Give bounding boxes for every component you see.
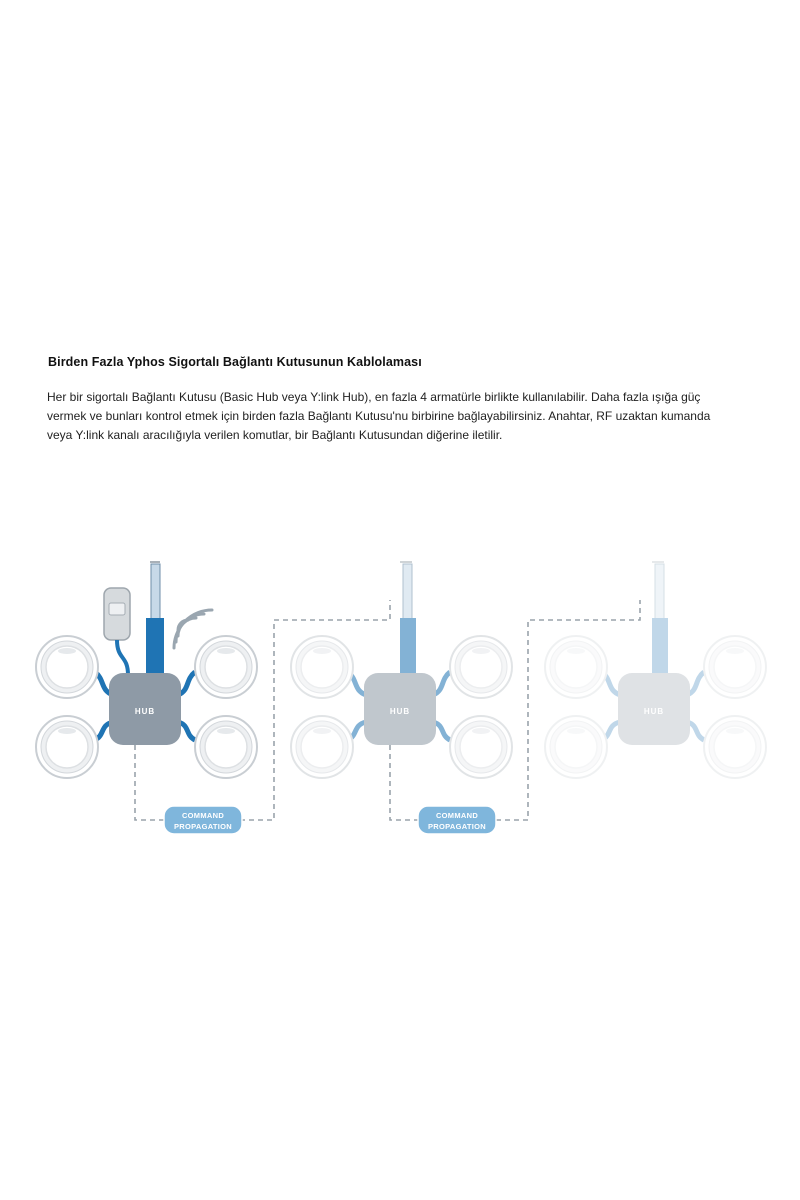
- pill-label-line1: COMMAND: [435, 811, 479, 820]
- light-fixture-icon: [450, 716, 512, 778]
- light-fixture-icon: [36, 636, 98, 698]
- light-fixture-icon: [704, 636, 766, 698]
- hub-group-1: [36, 562, 257, 778]
- light-fixture-icon: [704, 716, 766, 778]
- hub-group-3: [545, 562, 766, 778]
- description-line: veya Y:link kanalı aracılığıyla verilen komutlar, bir Bağlantı Kutusundan diğerine iletilir.: [47, 428, 503, 442]
- light-fixture-icon: [291, 716, 353, 778]
- feed-cable-icon: [146, 562, 164, 688]
- page-title: Birden Fazla Yphos Sigortalı Bağlantı Kutusunun Kablolaması: [48, 355, 422, 369]
- light-fixture-icon: [545, 716, 607, 778]
- command-propagation-pill: [164, 806, 242, 834]
- pill-label-line2: PROPAGATION: [427, 822, 487, 831]
- hub-wiring-diagram: [0, 540, 800, 850]
- description-line: Her bir sigortalı Bağlantı Kutusu (Basic Hub veya Y:link Hub), en fazla 4 armatürle birlikte kullanılabilir. Daha fazla ışığa güç: [47, 390, 701, 404]
- wall-switch-icon: [104, 588, 130, 640]
- pill-label-line2: PROPAGATION: [173, 822, 233, 831]
- pill-label-line1: COMMAND: [181, 811, 225, 820]
- description-paragraph: [47, 388, 767, 445]
- hub-label: HUB: [389, 707, 411, 716]
- hub-label: HUB: [134, 707, 156, 716]
- light-fixture-icon: [195, 636, 257, 698]
- light-fixture-icon: [36, 716, 98, 778]
- description-line: vermek ve bunları kontrol etmek için birden fazla Bağlantı Kutusu'nu birbirine bağlayabilirsiniz. Anahtar, RF uzaktan kumanda: [47, 409, 711, 423]
- light-fixture-icon: [291, 636, 353, 698]
- command-propagation-pill: [418, 806, 496, 834]
- light-fixture-icon: [545, 636, 607, 698]
- hub-group-2: [291, 562, 512, 778]
- feed-cable-icon: [400, 562, 416, 688]
- feed-cable-icon: [652, 562, 668, 688]
- light-fixture-icon: [450, 636, 512, 698]
- light-fixture-icon: [195, 716, 257, 778]
- hub-label: HUB: [643, 707, 665, 716]
